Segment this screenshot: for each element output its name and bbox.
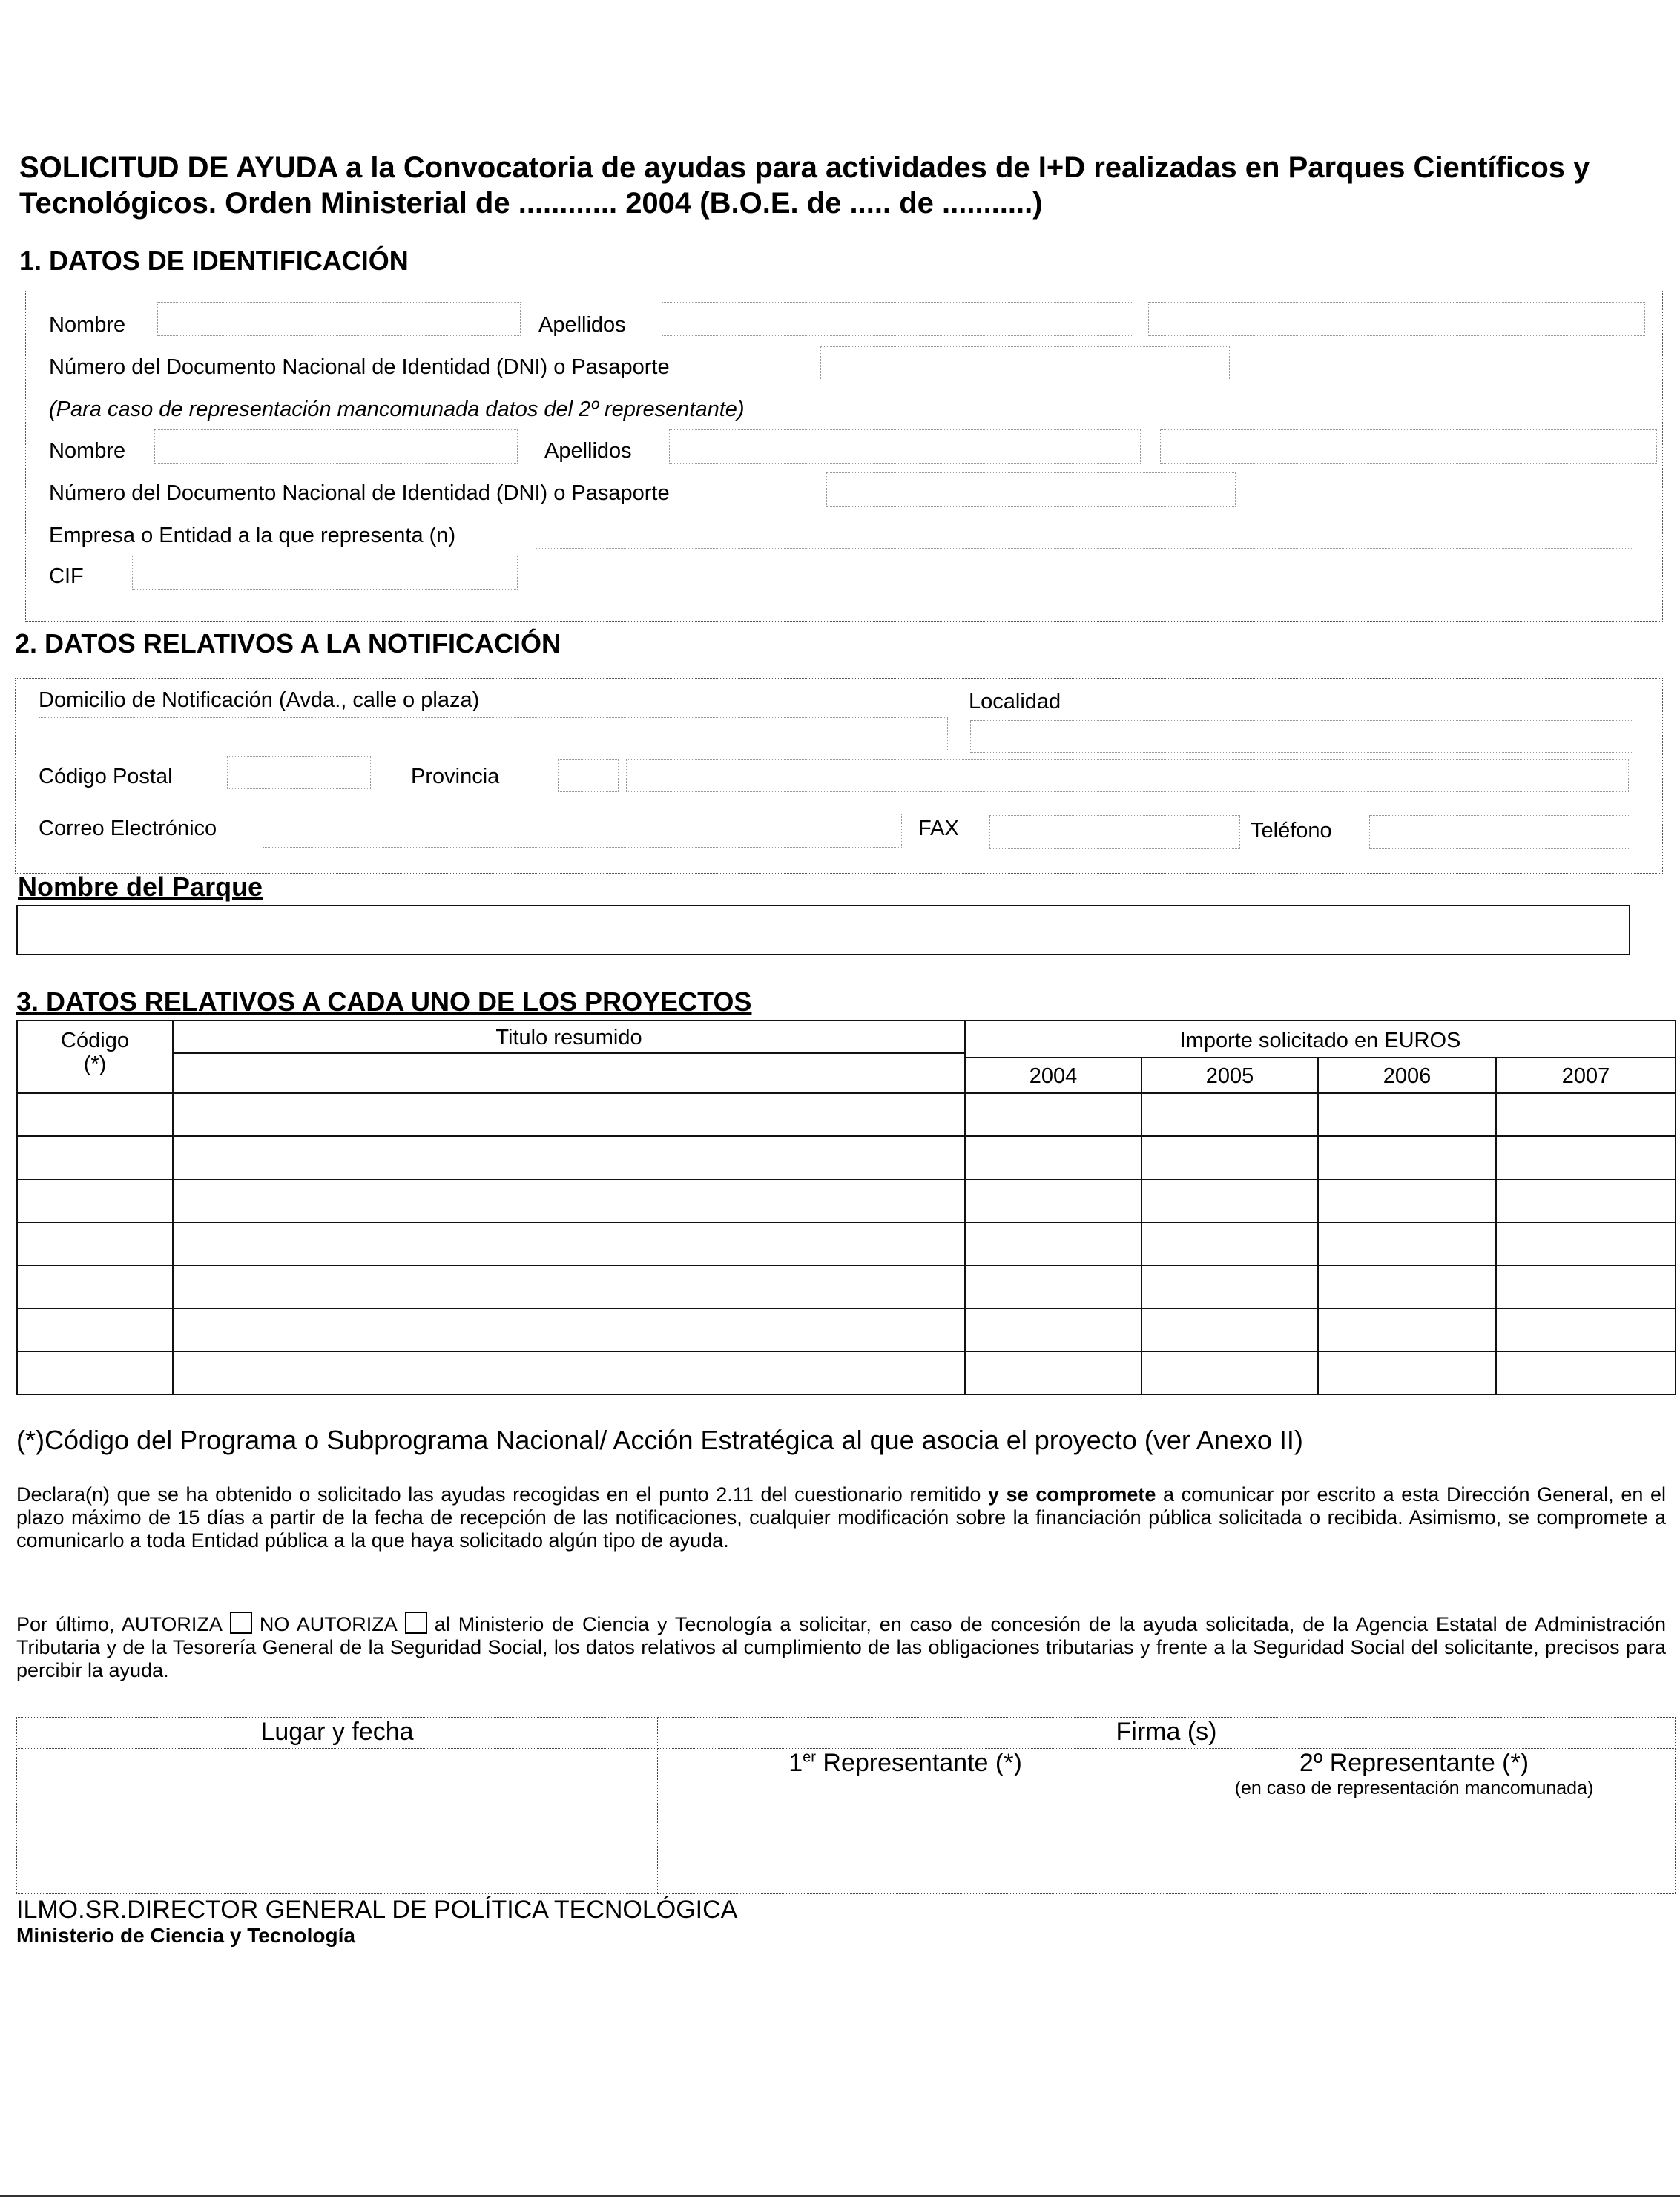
year-header (1318, 1058, 1496, 1093)
rep1-label: Representante (*) (815, 1749, 1022, 1777)
table-row (17, 1222, 1676, 1265)
table-cell[interactable] (173, 1265, 965, 1308)
codigo-label: Código (61, 1029, 129, 1052)
table-row (17, 1136, 1676, 1179)
parque-input[interactable] (16, 905, 1630, 955)
table-cell[interactable] (17, 1351, 173, 1394)
cp-label: Código Postal (39, 765, 173, 788)
cif-label: CIF (49, 564, 84, 588)
table-cell[interactable] (1142, 1136, 1318, 1179)
year-2004: 2004 (1029, 1064, 1078, 1088)
declaration-bold: y se compromete (988, 1483, 1156, 1506)
authorize-label: Por último, AUTORIZA (16, 1613, 223, 1635)
table-cell[interactable] (1142, 1222, 1318, 1265)
rep2-label: 2º Representante (*) (1299, 1749, 1529, 1777)
empresa-input[interactable] (536, 515, 1633, 549)
section1-heading: 1. DATOS DE IDENTIFICACIÓN (19, 245, 409, 276)
table-cell[interactable] (173, 1179, 965, 1222)
nombre2-input[interactable] (154, 429, 518, 464)
apellido2-input[interactable] (1148, 302, 1645, 336)
dni-input[interactable] (820, 346, 1230, 380)
declaration-text-2: a comunicar por escrito a esta Dirección General, en el plazo máximo de 15 días a partir de la fecha de recepción de las notificaciones, cualquier modificación sobre la financiación pública solicitada o recibida. Asimismo, se compromete a comunicarlo a toda Entidad pública a la que haya solicitado algún tipo de ayuda. (16, 1483, 1666, 1552)
declaration-text-1: Declara(n) que se ha obtenido o solicitado las ayudas recogidas en el punto 2.11 del cuestionario remitido (16, 1483, 989, 1506)
table-cell[interactable] (1318, 1136, 1496, 1179)
codigo-mark: (*) (83, 1052, 107, 1076)
table-cell[interactable] (173, 1308, 965, 1351)
importe-header (965, 1021, 1676, 1058)
table-row (17, 1093, 1676, 1136)
apellidos2-label: Apellidos (544, 439, 632, 463)
table-cell[interactable] (965, 1308, 1142, 1351)
table-cell[interactable] (1142, 1308, 1318, 1351)
codigo-header (17, 1021, 173, 1093)
table-cell[interactable] (965, 1179, 1142, 1222)
table-cell[interactable] (1142, 1179, 1318, 1222)
localidad-input[interactable] (970, 720, 1633, 753)
apellido1-input[interactable] (662, 302, 1133, 336)
table-cell[interactable] (1142, 1093, 1318, 1136)
authorization-paragraph (16, 1612, 1666, 1682)
empresa-label: Empresa o Entidad a la que representa (n) (49, 524, 456, 547)
table-cell[interactable] (173, 1351, 965, 1394)
table-cell[interactable] (1496, 1351, 1676, 1394)
dni2-input[interactable] (826, 472, 1236, 507)
table-cell[interactable] (1318, 1351, 1496, 1394)
table-cell[interactable] (17, 1265, 173, 1308)
provincia-code-input[interactable] (558, 759, 619, 792)
year-2005: 2005 (1205, 1064, 1254, 1088)
table-cell[interactable] (1318, 1222, 1496, 1265)
table-cell[interactable] (1318, 1265, 1496, 1308)
year-header (1496, 1058, 1676, 1093)
section3-heading: 3. DATOS RELATIVOS A CADA UNO DE LOS PROYECTOS (16, 986, 752, 1017)
telefono-label: Teléfono (1251, 819, 1332, 843)
table-cell[interactable] (17, 1093, 173, 1136)
table-cell[interactable] (17, 1179, 173, 1222)
table-row (17, 1179, 1676, 1222)
table-cell[interactable] (17, 1136, 173, 1179)
projects-table (16, 1020, 1676, 1395)
email-label: Correo Electrónico (39, 817, 217, 840)
table-cell[interactable] (1142, 1351, 1318, 1394)
year-2007: 2007 (1561, 1064, 1610, 1088)
rep2-cell[interactable] (1153, 1749, 1676, 1894)
table-cell[interactable] (965, 1222, 1142, 1265)
fax-label: FAX (918, 817, 959, 840)
cp-input[interactable] (227, 756, 371, 789)
provincia-input[interactable] (626, 759, 1629, 792)
authorize-checkbox[interactable] (230, 1612, 252, 1634)
table-cell[interactable] (965, 1351, 1142, 1394)
table-cell[interactable] (1496, 1265, 1676, 1308)
table-cell[interactable] (1318, 1093, 1496, 1136)
dni-label: Número del Documento Nacional de Identidad (DNI) o Pasaporte (49, 355, 670, 379)
year-2006: 2006 (1383, 1064, 1432, 1088)
year-header (1142, 1058, 1318, 1093)
table-row (17, 1265, 1676, 1308)
lugar-fecha-header: Lugar y fecha (17, 1718, 658, 1749)
table-row (17, 1308, 1676, 1351)
titulo-header (173, 1021, 965, 1093)
table-cell[interactable] (1496, 1136, 1676, 1179)
table-cell[interactable] (1318, 1308, 1496, 1351)
no-authorize-checkbox[interactable] (405, 1612, 427, 1634)
nombre-label: Nombre (49, 313, 126, 337)
table-cell[interactable] (173, 1093, 965, 1136)
dni2-label: Número del Documento Nacional de Identidad (DNI) o Pasaporte (49, 481, 670, 505)
nombre-input[interactable] (157, 302, 521, 336)
parque-heading: Nombre del Parque (18, 871, 263, 902)
localidad-label: Localidad (969, 690, 1061, 713)
importe-label: Importe solicitado en EUROS (1179, 1029, 1461, 1052)
table-cell[interactable] (1496, 1308, 1676, 1351)
authorization-text: al Ministerio de Ciencia y Tecnología a solicitar, en caso de concesión de la ayuda solicitada, de la Agencia Estatal de Administración Tributaria y de la Tesorería General de la Seguridad Social, los datos relativos al cumplimiento de las obligaciones tributarias y frente a la Seguridad Social del solicitante, precisos para percibir la ayuda. (16, 1613, 1666, 1681)
second-rep-note: (Para caso de representación mancomunada datos del 2º representante) (49, 398, 745, 421)
table-cell[interactable] (965, 1265, 1142, 1308)
lugar-fecha-cell[interactable] (17, 1749, 658, 1894)
nombre2-label: Nombre (49, 439, 126, 463)
table-row (17, 1351, 1676, 1394)
addressee-line1: ILMO.SR.DIRECTOR GENERAL DE POLÍTICA TECNOLÓGICA (16, 1896, 738, 1924)
email-input[interactable] (263, 814, 902, 848)
rep1-cell[interactable] (658, 1749, 1153, 1894)
rep1-num: 1 (788, 1749, 803, 1777)
cif-input[interactable] (132, 556, 518, 590)
page-title: SOLICITUD DE AYUDA a la Convocatoria de ayudas para actividades de I+D realizadas en Parques Científicos y Tecnológicos. Orden Ministerial de ............ 2004 (B.O.E. de ..... de ...........) (19, 151, 1590, 220)
apellidos-label: Apellidos (538, 313, 626, 337)
table-cell[interactable] (965, 1136, 1142, 1179)
titulo-label: Titulo resumido (174, 1021, 964, 1054)
table-cell[interactable] (965, 1093, 1142, 1136)
domicilio-input[interactable] (39, 717, 948, 751)
signature-table (16, 1717, 1676, 1894)
rep1-sup: er (803, 1749, 816, 1766)
table-cell[interactable] (17, 1222, 173, 1265)
rep2-note: (en caso de representación mancomunada) (1234, 1778, 1594, 1799)
footnote: (*)Código del Programa o Subprograma Nacional/ Acción Estratégica al que asocia el proyecto (ver Anexo II) (16, 1425, 1303, 1455)
table-cell[interactable] (1496, 1179, 1676, 1222)
addressee-line2: Ministerio de Ciencia y Tecnología (16, 1924, 355, 1947)
bottom-rule (0, 2195, 1680, 2197)
domicilio-label: Domicilio de Notificación (Avda., calle o plaza) (39, 688, 480, 712)
firmas-header: Firma (s) (658, 1718, 1676, 1749)
table-cell[interactable] (17, 1308, 173, 1351)
table-cell[interactable] (1142, 1265, 1318, 1308)
year-header (965, 1058, 1142, 1093)
fax-input[interactable] (989, 815, 1240, 849)
section2-heading: 2. DATOS RELATIVOS A LA NOTIFICACIÓN (15, 628, 561, 659)
no-authorize-label: NO AUTORIZA (259, 1613, 398, 1635)
table-cell[interactable] (173, 1136, 965, 1179)
telefono-input[interactable] (1369, 815, 1630, 849)
table-cell[interactable] (1496, 1093, 1676, 1136)
table-cell[interactable] (173, 1222, 965, 1265)
provincia-label: Provincia (411, 765, 500, 788)
table-cell[interactable] (1496, 1222, 1676, 1265)
table-cell[interactable] (1318, 1179, 1496, 1222)
apellido1b-input[interactable] (669, 429, 1141, 464)
apellido2b-input[interactable] (1160, 429, 1657, 464)
declaration-paragraph (16, 1483, 1666, 1552)
